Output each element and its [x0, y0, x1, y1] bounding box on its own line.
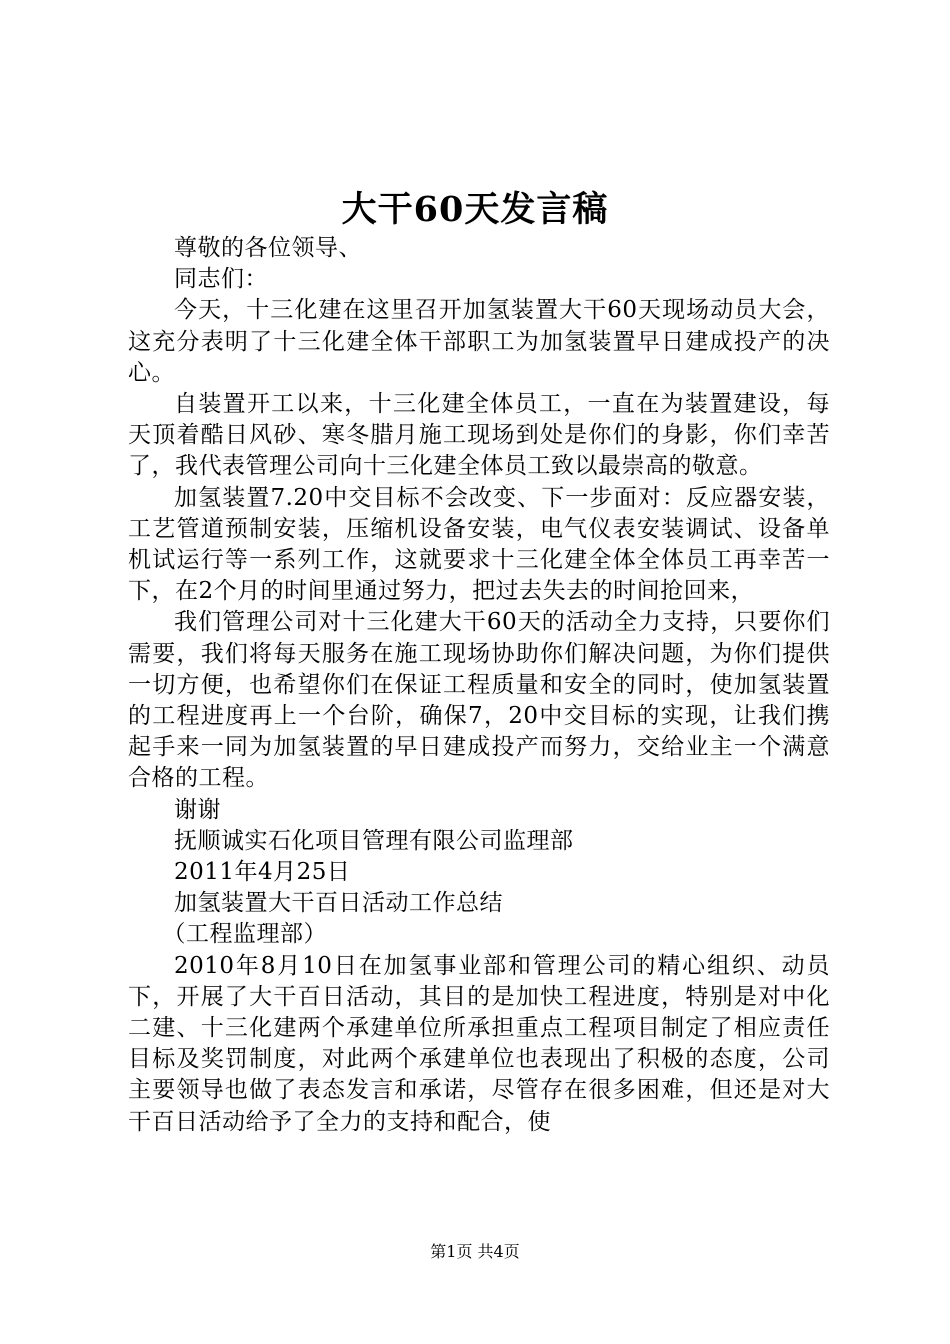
closing-thanks: 谢谢 — [174, 796, 221, 823]
signature-date: 2011年4月25日 — [174, 859, 351, 886]
section-heading: 加氢装置大干百日活动工作总结 — [174, 890, 503, 917]
paragraph: 我们管理公司对十三化建大干60天的活动全力支持，只要你们需要，我们将每天服务在施工现场协助你们解决问题，为你们提供一切方便，也希望你们在保证工程质量和安全的同时，使加氢装置的工程进度再上一个台阶，确保7，20中交目标的实现，让我们携起手来一同为加氢装置的早日建成投产而努力，交给业主一个满意合格的工程。 — [128, 609, 830, 792]
salutation-line-2: 同志们： — [174, 266, 268, 293]
paragraph: 加氢装置7.20中交目标不会改变、下一步面对：反应器安装，工艺管道预制安装，压缩机设备安装，电气仪表安装调试、设备单机试运行等一系列工作，这就要求十三化建全体全体员工再幸苦一下，在2个月的时间里通过努力，把过去失去的时间抢回来， — [128, 484, 830, 605]
page-footer: 第1页 共4页 — [430, 1242, 520, 1261]
document-body — [128, 233, 830, 1138]
paragraph: 今天，十三化建在这里召开加氢装置大干60天现场动员大会，这充分表明了十三化建全体干部职工为加氢装置早日建成投产的决心。 — [128, 297, 830, 386]
document-title: 大干60天发言稿 — [341, 189, 609, 230]
salutation-line-1: 尊敬的各位领导、 — [174, 235, 362, 261]
section-subheading: （工程监理部） — [162, 921, 327, 948]
signature-organization: 抚顺诚实石化项目管理有限公司监理部 — [174, 827, 574, 854]
paragraph: 自装置开工以来，十三化建全体员工，一直在为装置建设，每天顶着酷日风砂、寒冬腊月施工现场到处是你们的身影，你们幸苦了，我代表管理公司向十三化建全体员工致以最崇高的敬意。 — [128, 391, 830, 480]
paragraph: 2010年8月10日在加氢事业部和管理公司的精心组织、动员下，开展了大干百日活动，其目的是加快工程进度，特别是对中化二建、十三化建两个承建单位所承担重点工程项目制定了相应责任目标及奖罚制度，对此两个承建单位也表现出了积极的态度，公司主要领导也做了表态发言和承诺，尽管存在很多困难，但还是对大干百日活动给予了全力的支持和配合，使 — [128, 952, 830, 1135]
